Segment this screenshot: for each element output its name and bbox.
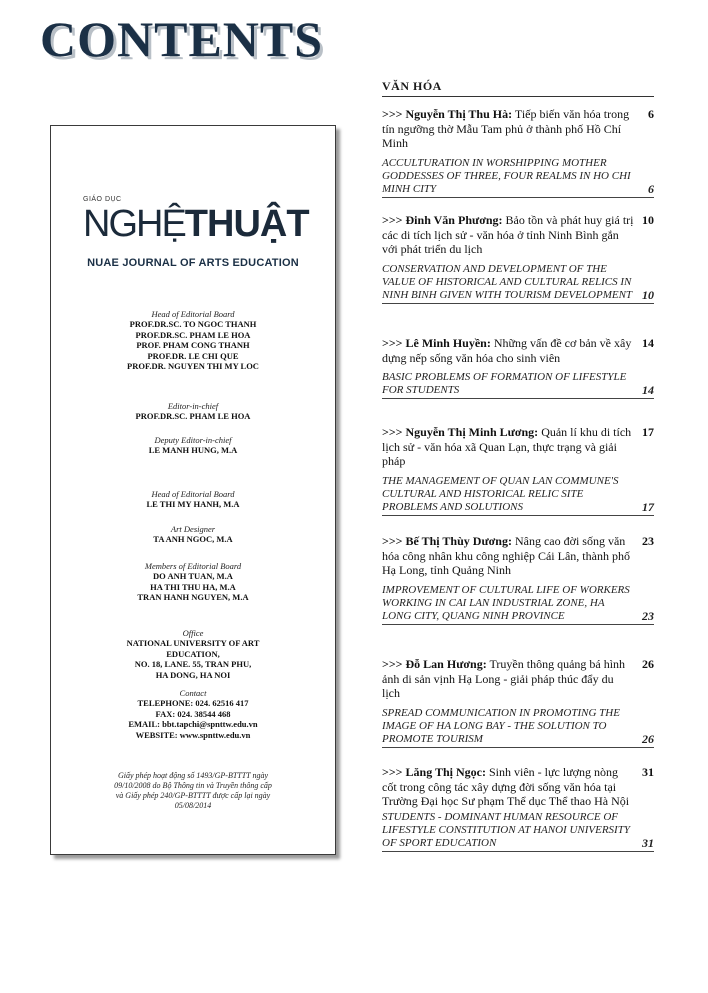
entry-author: >>> Nguyễn Thị Minh Lương:	[382, 425, 539, 439]
logo-small-text: GIÁO DỤC	[83, 196, 122, 203]
role-label: Office	[182, 628, 204, 638]
name-line: LE MANH HUNG, M.A	[148, 445, 238, 455]
name-line: LE THI MY HANH, M.A	[146, 499, 240, 509]
license-block	[51, 771, 335, 811]
entry-vietnamese	[382, 425, 654, 469]
head-board-2-block	[51, 489, 335, 510]
entry-page-en: 14	[642, 383, 654, 397]
name-line: NATIONAL UNIVERSITY OF ART	[126, 638, 260, 648]
entry-page: 17	[642, 425, 654, 439]
entry-english	[382, 584, 654, 625]
toc-entry[interactable]	[382, 107, 654, 198]
name-line: HA DONG, HA NOI	[155, 669, 231, 680]
role-label: Head of Editorial Board	[151, 489, 235, 499]
name-line: PROF. PHAM CONG THANH	[136, 340, 250, 350]
toc-entry[interactable]	[382, 336, 654, 399]
role-label: Editor-in-chief	[167, 401, 219, 411]
entry-title-vn: Bảo tồn và phát huy giá trị các di tích lịch sử - văn hóa ở tỉnh Ninh Bình gắn với phát triển du lịch	[382, 213, 634, 256]
name-line: TRAN HANH NGUYEN, M.A	[137, 592, 249, 602]
entry-title-vn: Những vấn đề cơ bản về xây dựng nếp sống văn hóa cho sinh viên	[382, 336, 632, 365]
role-label: Head of Editorial Board	[151, 309, 235, 319]
role-label: Art Designer	[170, 524, 216, 534]
entry-page: 23	[642, 534, 654, 548]
toc-entry[interactable]	[382, 657, 654, 748]
entry-vietnamese	[382, 657, 654, 701]
name-line: PROF.DR. NGUYEN THI MY LOC	[127, 361, 259, 371]
section-heading: VĂN HÓA	[382, 79, 654, 97]
fax: FAX: 024. 38544 468	[155, 708, 231, 719]
head-board-block	[51, 309, 335, 372]
entry-author: >>> Lăng Thị Ngọc:	[382, 765, 486, 779]
entry-english	[382, 371, 654, 399]
entry-page: 14	[642, 336, 654, 350]
logo-thin-text: NGHỆ	[83, 203, 185, 245]
role-label: Deputy Editor-in-chief	[154, 435, 232, 445]
entry-vietnamese	[382, 534, 654, 578]
entry-english	[382, 811, 654, 852]
members-block	[51, 561, 335, 603]
entry-title-vn: Tiếp biến văn hóa trong tín ngưỡng thờ Mẫu Tam phủ ở thành phố Hồ Chí Minh	[382, 107, 630, 150]
logo-wordmark	[83, 202, 309, 246]
entry-title-vn: Quản lí khu di tích lịch sử - văn hóa xã Quan Lạn, thực trạng và giải pháp	[382, 425, 632, 468]
entry-english	[382, 707, 654, 748]
entry-vietnamese	[382, 336, 654, 365]
entry-page-en: 31	[642, 835, 654, 850]
entry-english	[382, 157, 654, 198]
role-label: Members of Editorial Board	[144, 561, 242, 571]
entry-title-en: THE MANAGEMENT OF QUAN LAN COMMUNE'S CULTURAL AND HISTORICAL RELIC SITE PROBLEMS AND SOLUTIONS	[382, 474, 619, 513]
license-line: 05/08/2014	[174, 801, 212, 810]
entry-title-en: STUDENTS - DOMINANT HUMAN RESOURCE OF LIFESTYLE CONSTITUTION AT HANOI UNIVERSITY OF SPORT EDUCATION	[382, 810, 630, 849]
entry-vietnamese	[382, 765, 654, 809]
entry-page: 10	[642, 213, 654, 227]
email: EMAIL: bbt.tapchi@spnttw.edu.vn	[128, 719, 258, 729]
entry-page-en: 6	[648, 181, 654, 196]
entry-title-en: ACCULTURATION IN WORSHIPPING MOTHER GODDESSES OF THREE, FOUR REALMS IN HO CHI MINH CITY	[382, 156, 631, 195]
art-designer-block	[51, 524, 335, 545]
toc-entry[interactable]	[382, 425, 654, 516]
logo-bold-text: THUẬT	[184, 203, 309, 245]
entry-title-en: CONSERVATION AND DEVELOPMENT OF THE VALUE OF HISTORICAL AND CULTURAL RELICS IN NINH BINH GIVEN WITH TOURISM DEVELOPMENT	[382, 262, 633, 301]
name-line: PROF.DR.SC. PHAM LE HOA	[135, 411, 251, 421]
entry-title-vn: Nâng cao đời sống văn hóa công nhân khu công nghiệp Cái Lân, thành phố Hạ Long, tỉnh Quảng Ninh	[382, 534, 630, 577]
entry-author: >>> Đỗ Lan Hương:	[382, 657, 487, 671]
entry-page: 31	[642, 765, 654, 779]
name-line: NO. 18, LANE. 55, TRAN PHU,	[134, 659, 252, 669]
contact-block	[51, 688, 335, 740]
name-line: HA THI THU HA, M.A	[150, 581, 236, 592]
entry-author: >>> Lê Minh Huyền:	[382, 336, 491, 350]
deputy-editor-block	[51, 435, 335, 456]
entry-author: >>> Đinh Văn Phương:	[382, 213, 503, 227]
entry-author: >>> Nguyễn Thị Thu Hà:	[382, 107, 513, 121]
entry-title-en: BASIC PROBLEMS OF FORMATION OF LIFESTYLE FOR STUDENTS	[382, 371, 627, 396]
license-line: 09/10/2008 do Bộ Thông tin và Truyền thông cấp	[114, 781, 272, 790]
name-line: TA ANH NGOC, M.A	[153, 534, 233, 544]
entry-title-vn: Sinh viên - lực lượng nòng cốt trong công tác xây dựng đời sống văn hóa tại Trường Đại học Sư phạm Thể dục Thể thao Hà Nội	[382, 765, 630, 808]
editor-in-chief-block	[51, 401, 335, 422]
toc-entry[interactable]	[382, 765, 654, 852]
name-line: PROF.DR.SC. PHAM LE HOA	[135, 329, 251, 340]
entry-page-en: 10	[642, 287, 654, 302]
entry-page-en: 23	[642, 608, 654, 623]
entry-author: >>> Bế Thị Thùy Dương:	[382, 534, 512, 548]
entry-title-en: SPREAD COMMUNICATION IN PROMOTING THE IMAGE OF HA LONG BAY - THE SOLUTION TO PROMOTE TOURISM	[382, 706, 620, 745]
page-title: CONTENTS	[40, 11, 324, 67]
entry-english	[382, 263, 654, 304]
telephone: TELEPHONE: 024. 62516 417	[137, 698, 249, 708]
license-line: và Giấy phép 240/GP-BTTTT được cấp lại ngày	[115, 791, 271, 800]
name-line: DO ANH TUAN, M.A	[153, 571, 233, 581]
journal-logo	[83, 192, 313, 252]
entry-page-en: 17	[642, 499, 654, 514]
role-label: Contact	[179, 688, 207, 698]
toc-entry[interactable]	[382, 213, 654, 304]
entry-english	[382, 475, 654, 516]
license-line: Giấy phép hoạt động số 1493/GP-BTTTT ngày	[117, 771, 269, 780]
office-block	[51, 628, 335, 680]
journal-name: NUAE JOURNAL OF ARTS EDUCATION	[87, 257, 299, 269]
website: WEBSITE: www.spnttw.edu.vn	[135, 729, 251, 740]
entry-title-vn: Truyền thông quảng bá hình ảnh di sản vịnh Hạ Long - giải pháp thúc đẩy du lịch	[382, 657, 626, 700]
entry-page: 26	[642, 657, 654, 671]
entry-page: 6	[648, 107, 654, 121]
entry-vietnamese	[382, 213, 654, 257]
name-line: PROF.DR.SC. TO NGOC THANH	[129, 319, 257, 329]
name-line: EDUCATION,	[166, 648, 220, 659]
toc-entry[interactable]	[382, 534, 654, 625]
entry-vietnamese	[382, 107, 654, 151]
entry-title-en: IMPROVEMENT OF CULTURAL LIFE OF WORKERS WORKING IN CAI LAN INDUSTRIAL ZONE, HA LONG CITY, QUANG NINH PROVINCE	[382, 583, 630, 622]
masthead-panel	[50, 125, 336, 855]
name-line: PROF.DR. LE CHI QUE	[147, 350, 239, 361]
entry-page-en: 26	[642, 731, 654, 746]
